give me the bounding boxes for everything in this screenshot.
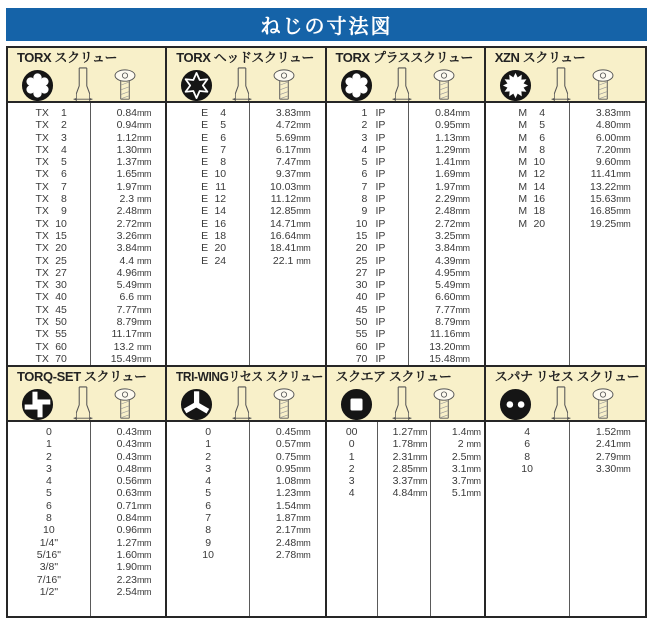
size-cell: TX 10: [35, 217, 67, 230]
value-cell: 2.29 mm: [435, 193, 470, 206]
value-cell: 0.45 mm: [275, 426, 311, 438]
value-cell: 4.72 mm: [275, 119, 311, 132]
panel-header: [327, 367, 484, 422]
size-cell: TX 6: [35, 168, 67, 181]
value-cell: 2 mm: [457, 438, 481, 451]
size-cell: 30 IP: [355, 279, 386, 292]
size-cell: 40 IP: [355, 291, 386, 304]
size-cell: 5 IP: [361, 156, 386, 169]
size-cell: 3 IP: [361, 131, 386, 144]
value-cell: 6.6 mm: [119, 291, 151, 304]
panel-icons: [495, 67, 639, 103]
value-cell: 2.5 mm: [451, 450, 481, 463]
size-cell: 10: [202, 548, 214, 561]
size-cell: TX 8: [35, 193, 67, 206]
size-cell: 1/2": [39, 585, 59, 598]
value-column-1: [90, 422, 165, 616]
size-cell: E 14: [201, 205, 227, 218]
size-cell: M 20: [518, 217, 546, 230]
torx-head-recess-icon: [180, 69, 213, 102]
square-recess-icon: [340, 388, 373, 421]
size-cell: E 8: [201, 156, 227, 169]
bit-side-view-icon: [229, 386, 255, 422]
size-cell: 9 IP: [361, 205, 386, 218]
size-cell: 1: [205, 438, 212, 451]
value-column-1: [249, 103, 324, 365]
size-cell: 55 IP: [355, 328, 386, 341]
panel-data: [8, 103, 165, 365]
size-column: [486, 103, 569, 365]
size-cell: 50 IP: [355, 316, 386, 329]
value-cell: 1.65 mm: [116, 168, 151, 181]
spanner-recess-icon: [499, 388, 532, 421]
size-cell: 60 IP: [355, 340, 386, 353]
size-cell: 3: [348, 475, 355, 488]
size-cell: TX 4: [35, 143, 67, 156]
value-cell: 16.85 mm: [589, 205, 631, 218]
size-cell: 25 IP: [355, 254, 386, 267]
value-cell: 2.17 mm: [275, 524, 311, 537]
value-cell: 1.27 mm: [392, 426, 428, 438]
size-cell: M 12: [518, 168, 546, 181]
size-cell: TX 1: [35, 107, 67, 119]
size-cell: M 16: [518, 193, 546, 206]
value-column-2: [430, 422, 483, 616]
panel-header: [167, 367, 324, 422]
value-cell: 2.41 mm: [595, 438, 631, 451]
value-cell: 3.26 mm: [116, 229, 151, 242]
value-cell: 5.49 mm: [116, 279, 151, 292]
screw-head-icon: [112, 67, 138, 103]
panel-icons: [495, 386, 639, 422]
panel-title-xzn: XZN スクリュー: [494, 50, 586, 65]
size-cell: 27 IP: [355, 266, 386, 279]
bit-side-view-icon: [70, 67, 96, 103]
value-cell: 1.12 mm: [116, 131, 151, 144]
bit-side-view-icon: [548, 386, 574, 422]
value-cell: 6.17 mm: [275, 143, 311, 156]
value-cell: 0.84 mm: [435, 107, 470, 119]
tri-wing-recess-icon: [180, 388, 213, 421]
panel-icons: [17, 386, 159, 422]
value-cell: 10.03 mm: [269, 180, 311, 193]
panel-header: [327, 48, 484, 103]
value-cell: 1.29 mm: [435, 143, 470, 156]
size-cell: 9: [205, 536, 212, 549]
value-cell: 13.22 mm: [589, 180, 631, 193]
value-cell: 3.83 mm: [595, 107, 631, 119]
size-cell: 1: [45, 438, 52, 451]
value-cell: 1.41 mm: [435, 156, 470, 169]
value-cell: 5.69 mm: [275, 131, 311, 144]
panel-torx-plus: [327, 48, 486, 367]
value-cell: 3.37 mm: [392, 475, 428, 488]
panel-header: [8, 367, 165, 422]
size-cell: E 20: [201, 242, 227, 255]
size-cell: E 11: [201, 180, 227, 193]
size-column: [8, 103, 90, 365]
screw-head-icon: [590, 67, 616, 103]
value-cell: 0.71 mm: [116, 499, 151, 512]
panel-header: [486, 367, 645, 422]
value-cell: 2.23 mm: [116, 573, 151, 586]
size-cell: TX 70: [35, 352, 67, 365]
value-cell: 2.72 mm: [435, 217, 470, 230]
value-cell: 7.47 mm: [275, 156, 311, 169]
size-cell: 4: [524, 426, 531, 438]
value-cell: 0.56 mm: [116, 475, 151, 488]
size-column: [327, 422, 377, 616]
value-cell: 13.20 mm: [429, 340, 470, 353]
size-cell: TX 40: [35, 291, 67, 304]
value-cell: 1.27 mm: [116, 536, 151, 549]
size-cell: M 14: [518, 180, 546, 193]
panel-spanner: [486, 367, 645, 616]
panel-icons: [17, 67, 159, 103]
screw-head-icon: [271, 67, 297, 103]
value-cell: 1.78 mm: [392, 438, 428, 451]
size-cell: 20 IP: [355, 242, 386, 255]
value-cell: 9.37 mm: [275, 168, 311, 181]
value-cell: 2.72 mm: [116, 217, 151, 230]
value-cell: 0.95 mm: [275, 462, 311, 475]
panel-data: [486, 103, 645, 365]
size-cell: M 5: [518, 119, 546, 132]
panel-title-torx-plus: TORX プラススクリュー: [335, 50, 474, 65]
value-cell: 2.48 mm: [275, 536, 311, 549]
size-cell: 00: [345, 426, 358, 438]
panel-title-torq-set: TORQ-SET スクリュー: [17, 369, 147, 384]
size-cell: 5: [205, 487, 212, 500]
bit-side-view-icon: [229, 67, 255, 103]
value-cell: 9.60 mm: [595, 156, 631, 169]
value-cell: 0.48 mm: [116, 462, 151, 475]
value-cell: 11.12 mm: [270, 193, 311, 206]
size-cell: TX 30: [35, 279, 67, 292]
screw-head-icon: [112, 386, 138, 422]
value-cell: 19.25 mm: [589, 217, 631, 230]
panel-icons: [176, 67, 318, 103]
bit-side-view-icon: [548, 67, 574, 103]
value-cell: 6.00 mm: [595, 131, 631, 144]
size-cell: M 6: [518, 131, 546, 144]
size-cell: 1 IP: [361, 107, 386, 119]
size-cell: E 24: [201, 254, 227, 267]
value-cell: 15.49 mm: [110, 352, 151, 365]
panel-icons: [336, 67, 478, 103]
size-cell: 4: [45, 475, 52, 488]
size-cell: 10: [521, 462, 533, 475]
panel-xzn: [486, 48, 645, 367]
value-cell: 0.84 mm: [116, 512, 151, 525]
value-cell: 1.60 mm: [116, 548, 151, 561]
value-cell: 3.84 mm: [435, 242, 470, 255]
value-cell: 2.48 mm: [435, 205, 470, 218]
size-cell: 4 IP: [361, 143, 386, 156]
value-cell: 5.1 mm: [451, 487, 481, 500]
size-cell: TX 2: [35, 119, 67, 132]
size-cell: 70 IP: [355, 352, 386, 365]
panel-torq-set: [8, 367, 167, 616]
size-column: [167, 422, 249, 616]
size-cell: TX 9: [35, 205, 67, 218]
value-column-1: [377, 422, 430, 616]
size-cell: 6: [45, 499, 52, 512]
torx-plus-recess-icon: [340, 69, 373, 102]
value-column-1: [569, 422, 645, 616]
size-cell: TX 15: [35, 229, 67, 242]
value-cell: 3.83 mm: [275, 107, 311, 119]
value-cell: 1.13 mm: [435, 131, 470, 144]
value-cell: 2.54 mm: [116, 585, 151, 598]
size-cell: 8: [205, 524, 212, 537]
value-cell: 2.85 mm: [392, 462, 428, 475]
value-cell: 8.79 mm: [116, 316, 151, 329]
bit-side-view-icon: [70, 386, 96, 422]
panel-data: [167, 422, 324, 616]
panel-header: [167, 48, 324, 103]
value-cell: 1.87 mm: [275, 512, 311, 525]
size-cell: 1/4": [39, 536, 59, 549]
value-cell: 16.64 mm: [269, 229, 311, 242]
value-cell: 0.75 mm: [275, 450, 311, 463]
panel-torx-head: [167, 48, 326, 367]
size-cell: TX 20: [35, 242, 67, 255]
size-cell: 1: [348, 450, 355, 463]
size-cell: 4: [348, 487, 355, 500]
size-cell: E 6: [201, 131, 227, 144]
size-cell: 2 IP: [361, 119, 386, 132]
size-cell: E 5: [201, 119, 227, 132]
panel-icons: [336, 386, 478, 422]
value-cell: 0.95 mm: [435, 119, 470, 132]
value-cell: 1.97 mm: [116, 180, 151, 193]
bit-side-view-icon: [389, 67, 415, 103]
size-cell: M 8: [518, 143, 546, 156]
torq-set-recess-icon: [21, 388, 54, 421]
value-column-1: [90, 103, 165, 365]
size-cell: TX 3: [35, 131, 67, 144]
size-cell: 10 IP: [355, 217, 386, 230]
value-cell: 7.20 mm: [595, 143, 631, 156]
size-cell: M 4: [518, 107, 546, 119]
size-cell: 10: [43, 524, 55, 537]
value-cell: 7.77 mm: [435, 303, 470, 316]
value-cell: 3.84 mm: [116, 242, 151, 255]
panel-torx: [8, 48, 167, 367]
value-cell: 13.2 mm: [113, 340, 151, 353]
torx-recess-icon: [21, 69, 54, 102]
size-cell: 0: [348, 438, 355, 451]
value-cell: 0.57 mm: [275, 438, 311, 451]
size-column: [486, 422, 569, 616]
size-cell: TX 50: [35, 316, 67, 329]
size-cell: TX 45: [35, 303, 67, 316]
size-cell: 2: [348, 462, 355, 475]
value-cell: 1.30 mm: [116, 143, 151, 156]
size-cell: 8: [45, 512, 52, 525]
size-cell: 0: [45, 426, 52, 438]
value-cell: 1.54 mm: [275, 499, 311, 512]
panel-title-square: スクエア スクリュー: [335, 369, 452, 384]
size-cell: 0: [205, 426, 212, 438]
size-cell: TX 60: [35, 340, 67, 353]
value-cell: 15.63 mm: [589, 193, 631, 206]
value-cell: 1.90 mm: [116, 561, 151, 574]
value-cell: 2.79 mm: [595, 450, 631, 463]
value-cell: 1.4 mm: [451, 426, 481, 438]
value-cell: 7.77 mm: [116, 303, 151, 316]
screw-head-icon: [431, 386, 457, 422]
value-column-1: [249, 422, 324, 616]
size-cell: 3/8": [39, 561, 59, 574]
panel-data: [8, 422, 165, 616]
page-title: ねじの寸法図: [6, 8, 647, 41]
value-cell: 0.43 mm: [116, 438, 151, 451]
size-cell: 2: [205, 450, 212, 463]
size-cell: M 18: [518, 205, 546, 218]
size-cell: TX 25: [35, 254, 67, 267]
value-cell: 2.78 mm: [275, 548, 311, 561]
panel-title-torx: TORX スクリュー: [17, 50, 118, 65]
panel-header: [8, 48, 165, 103]
value-cell: 11.16 mm: [430, 328, 470, 341]
size-cell: TX 7: [35, 180, 67, 193]
value-cell: 2.3 mm: [119, 193, 151, 206]
size-cell: E 12: [201, 193, 227, 206]
value-cell: 3.30 mm: [595, 462, 631, 475]
value-cell: 4.80 mm: [595, 119, 631, 132]
size-cell: E 7: [201, 143, 227, 156]
value-cell: 4.84 mm: [392, 487, 428, 500]
size-cell: E 4: [201, 107, 227, 119]
size-cell: TX 5: [35, 156, 67, 169]
value-cell: 2.48 mm: [116, 205, 151, 218]
value-cell: 1.52 mm: [595, 426, 631, 438]
size-cell: 2: [45, 450, 52, 463]
value-cell: 6.60 mm: [435, 291, 470, 304]
value-cell: 1.97 mm: [435, 180, 470, 193]
bit-side-view-icon: [389, 386, 415, 422]
size-cell: 7: [205, 512, 212, 525]
screw-head-icon: [271, 386, 297, 422]
value-column-1: [408, 103, 483, 365]
size-cell: 6: [205, 499, 212, 512]
value-cell: 5.49 mm: [435, 279, 470, 292]
size-column: [8, 422, 90, 616]
value-cell: 22.1 mm: [272, 254, 311, 267]
value-cell: 0.63 mm: [116, 487, 151, 500]
size-cell: E 18: [201, 229, 227, 242]
size-cell: 4: [205, 475, 212, 488]
value-cell: 15.48 mm: [429, 352, 470, 365]
size-cell: E 16: [201, 217, 227, 230]
panel-icons: [176, 386, 318, 422]
value-cell: 1.37 mm: [116, 156, 151, 169]
screw-head-icon: [431, 67, 457, 103]
value-cell: 2.31 mm: [392, 450, 428, 463]
size-cell: TX 27: [35, 266, 67, 279]
panel-square: [327, 367, 486, 616]
value-cell: 4.39 mm: [435, 254, 470, 267]
value-cell: 4.95 mm: [435, 266, 470, 279]
value-cell: 12.85 mm: [269, 205, 311, 218]
panel-data: [327, 422, 484, 616]
panel-data: [167, 103, 324, 365]
value-cell: 0.43 mm: [116, 426, 151, 438]
panel-data: [486, 422, 645, 616]
size-cell: TX 55: [35, 328, 67, 341]
value-cell: 8.79 mm: [435, 316, 470, 329]
size-cell: 3: [45, 462, 52, 475]
size-cell: 7 IP: [361, 180, 386, 193]
screw-head-icon: [590, 386, 616, 422]
size-cell: 6 IP: [361, 168, 386, 181]
value-cell: 0.96 mm: [116, 524, 151, 537]
value-cell: 4.4 mm: [119, 254, 151, 267]
value-cell: 1.69 mm: [435, 168, 470, 181]
size-column: [327, 103, 409, 365]
panel-tri-wing: [167, 367, 326, 616]
size-column: [167, 103, 249, 365]
value-cell: 11.17 mm: [111, 328, 151, 341]
panel-title-torx-head: TORX ヘッドスクリュー: [176, 50, 315, 65]
size-cell: 15 IP: [355, 229, 386, 242]
value-cell: 0.43 mm: [116, 450, 151, 463]
size-cell: 5/16": [36, 548, 61, 561]
value-cell: 3.7 mm: [451, 475, 481, 488]
value-cell: 0.94 mm: [116, 119, 151, 132]
size-cell: 5: [45, 487, 52, 500]
size-cell: 45 IP: [355, 303, 386, 316]
value-cell: 14.71 mm: [269, 217, 311, 230]
size-cell: E 10: [201, 168, 227, 181]
value-cell: 3.25 mm: [435, 229, 470, 242]
size-cell: 6: [524, 438, 531, 451]
panel-header: [486, 48, 645, 103]
value-cell: 11.41 mm: [590, 168, 631, 181]
size-cell: 8 IP: [361, 193, 386, 206]
value-cell: 1.23 mm: [275, 487, 311, 500]
xzn-recess-icon: [499, 69, 532, 102]
value-cell: 1.08 mm: [275, 475, 311, 488]
size-cell: 8: [524, 450, 531, 463]
panel-title-spanner: スパナ リセス スクリュー: [494, 369, 640, 384]
value-cell: 3.1 mm: [451, 462, 481, 475]
dimension-table: [6, 46, 647, 618]
value-cell: 4.96 mm: [116, 266, 151, 279]
panel-data: [327, 103, 484, 365]
size-cell: 7/16": [36, 573, 61, 586]
panel-title-tri-wing: TRI-WINGリセス スクリュー: [176, 369, 324, 384]
size-cell: M 10: [518, 156, 546, 169]
value-cell: 0.84 mm: [116, 107, 151, 119]
value-column-1: [569, 103, 645, 365]
value-cell: 18.41 mm: [269, 242, 311, 255]
size-cell: 3: [205, 462, 212, 475]
